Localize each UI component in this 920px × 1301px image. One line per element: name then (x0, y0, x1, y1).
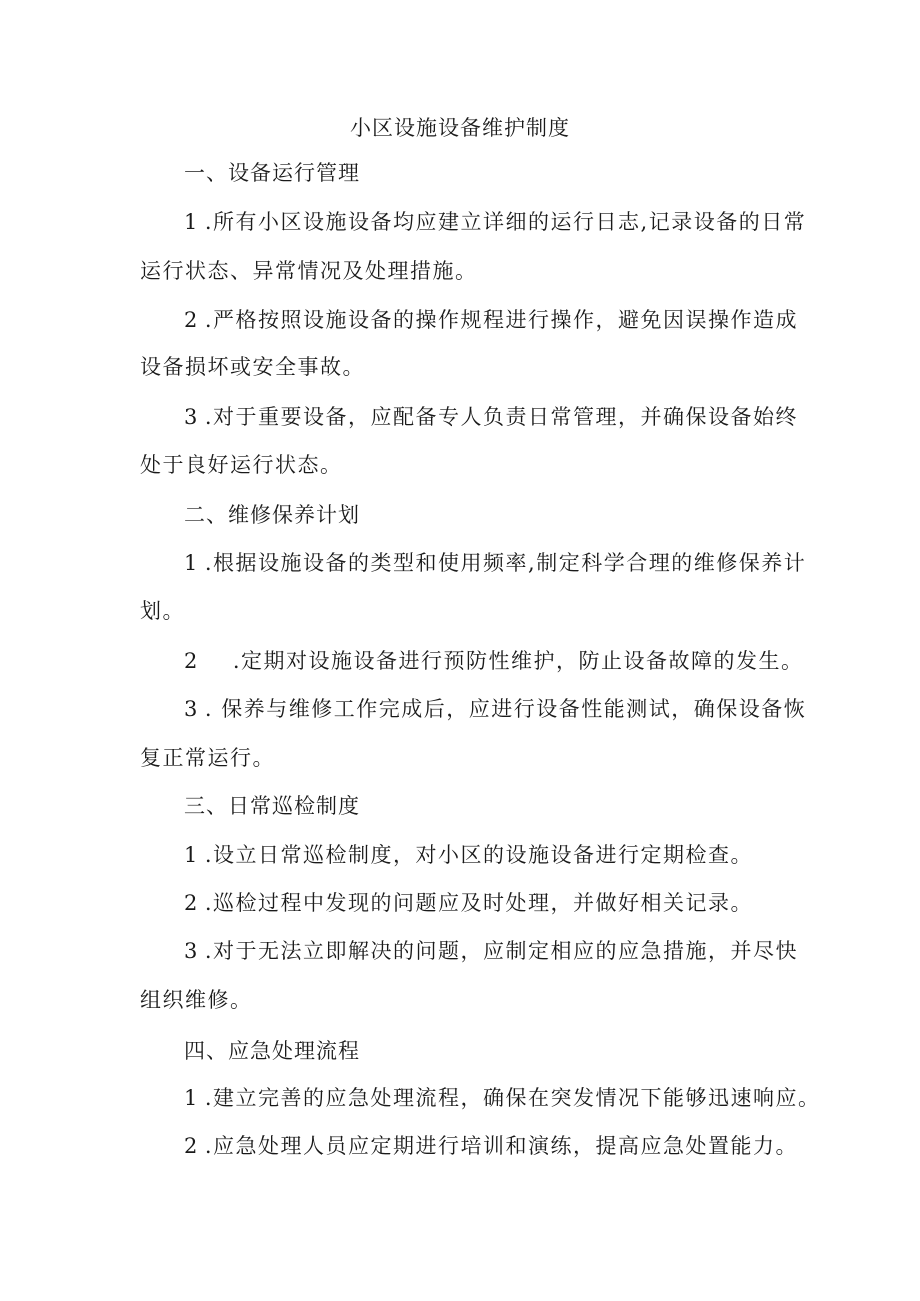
section-heading: 三、日常巡检制度 (184, 794, 360, 818)
item-text-continued: 运行状态、异常情况及处理措施。 (140, 259, 478, 283)
list-item (184, 840, 753, 870)
list-item (184, 936, 798, 966)
item-text: .巡检过程中发现的问题应及时处理，并做好相关记录。 (204, 891, 754, 915)
item-text-continued: 划。 (140, 599, 185, 623)
list-item (184, 305, 798, 335)
list-item (184, 548, 806, 578)
item-number: 3 (184, 405, 199, 429)
item-text: .根据设施设备的类型和使用频率,制定科学合理的维修保养计 (204, 551, 807, 575)
item-number: 1 (184, 551, 199, 575)
item-text-continued: 组织维修。 (140, 988, 253, 1012)
list-item (184, 207, 806, 237)
item-number: 1 (184, 1086, 199, 1110)
item-number: 2 (184, 649, 199, 673)
item-number: 2 (184, 1134, 199, 1158)
item-number: 2 (184, 308, 199, 332)
item-text: .对于重要设备，应配备专人负责日常管理，并确保设备始终 (204, 405, 799, 429)
item-number: 1 (184, 210, 199, 234)
item-number: 2 (184, 891, 199, 915)
item-text-continued: 设备损坏或安全事故。 (140, 355, 365, 379)
item-text: .应急处理人员应定期进行培训和演练，提高应急处置能力。 (204, 1134, 799, 1158)
item-text: .设立日常巡检制度，对小区的设施设备进行定期检查。 (204, 843, 754, 867)
list-item (184, 1083, 821, 1113)
item-text: .严格按照设施设备的操作规程进行操作，避免因误操作造成 (204, 308, 799, 332)
section-heading: 二、维修保养计划 (184, 503, 360, 527)
list-item (184, 402, 798, 432)
list-item (184, 646, 804, 676)
section-heading: 一、设备运行管理 (184, 161, 360, 185)
item-text: .定期对设施设备进行预防性维护，防止设备故障的发生。 (232, 649, 804, 673)
item-text-continued: 复正常运行。 (140, 746, 275, 770)
item-number: 3 (184, 697, 199, 721)
item-number: 1 (184, 843, 199, 867)
item-text-continued: 处于良好运行状态。 (140, 453, 343, 477)
section-heading: 四、应急处理流程 (184, 1039, 360, 1063)
item-number: 3 (184, 939, 199, 963)
item-text: .所有小区设施设备均应建立详细的运行日志,记录设备的日常 (204, 210, 807, 234)
item-text: . 保养与维修工作完成后，应进行设备性能测试，确保设备恢 (204, 697, 807, 721)
item-text: .对于无法立即解决的问题，应制定相应的应急措施，并尽快 (204, 939, 799, 963)
list-item (184, 694, 806, 724)
list-item (184, 1131, 798, 1161)
item-text: .建立完善的应急处理流程，确保在突发情况下能够迅速响应。 (204, 1086, 821, 1110)
document-title: 小区设施设备维护制度 (350, 116, 570, 140)
list-item (184, 888, 753, 918)
